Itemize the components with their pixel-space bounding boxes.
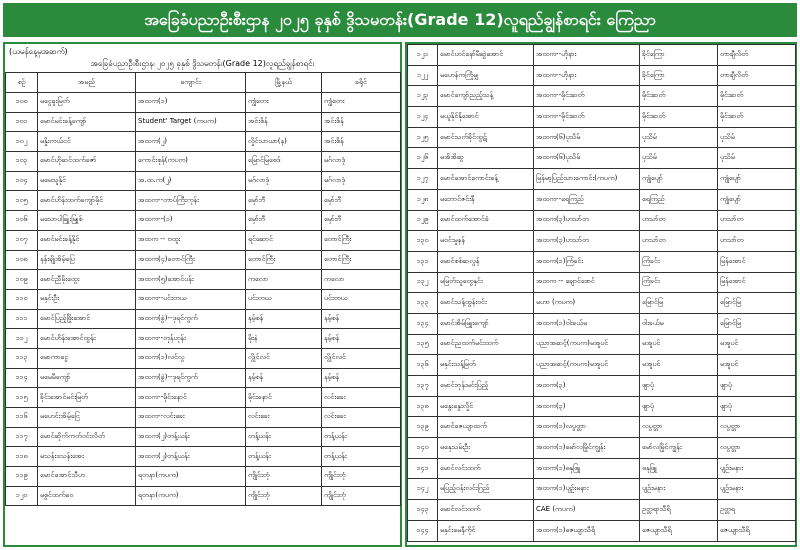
cell-township: ကျွံတေး [246, 93, 322, 113]
cell-number: ၁၂၇ [408, 169, 438, 190]
table-row [408, 313, 796, 334]
cell-name: မနှင်းမေနီကိုင် [438, 520, 534, 541]
table-row [408, 231, 796, 252]
cell-school: အထက(၁)ဓနုဖြူ [534, 458, 640, 479]
cell-township: ရေကြည် [640, 189, 718, 210]
cell-district: မြောင်မြ [718, 313, 796, 334]
cell-township: တန့်ယန်း [246, 447, 322, 467]
cell-number: ၁၁၈ [6, 447, 38, 467]
cell-name: မောင်အိမ်မြူးကျော် [438, 313, 534, 334]
cell-number: ၁၄၀ [408, 438, 438, 459]
cell-name: မပြည့်ဝန်းလင်းဂြည် [438, 479, 534, 500]
cell-district: ကျုံပျော် [718, 169, 796, 190]
table-row [408, 438, 796, 459]
cell-school: အထက(၄)တောင်ကြီး [136, 250, 246, 270]
cell-school: အထက--ရေကြည် [534, 189, 640, 210]
cell-district: ကျုံပျော် [718, 189, 796, 210]
table-row [408, 272, 796, 293]
table-row [6, 467, 401, 487]
header-name: အမည် [38, 73, 136, 93]
cell-school: အထက(၆)ပုသိမ် [534, 148, 640, 169]
left-table [5, 72, 401, 506]
cell-name: မောင်ထက်အောင်ခံ [438, 210, 534, 231]
cell-number: ၁၀၇ [6, 230, 38, 250]
cell-number: ၁၀၅ [6, 191, 38, 211]
cell-name: မောင်ဟိန်းထက်ကျော်မိုင် [38, 191, 136, 211]
cell-name: မသန်းဒသန်းအေး [38, 447, 136, 467]
cell-school: အထက -- ဗထူး [136, 230, 246, 250]
cell-township: ပင်းတယ [246, 289, 322, 309]
cell-district: မြောင်မြ [718, 293, 796, 314]
cell-district: မှော်ဘီ [322, 191, 401, 211]
table-row [408, 65, 796, 86]
list-subtitle: အခြေခံပညာဦးစီးဌာန၊ ၂၀၂၅ ခုနှစ် ဒွိသမတန်း(Grade 12)လူရည်ချွန်စာရင်း [90, 59, 315, 68]
cell-number: ၁၃၃ [408, 293, 438, 314]
cell-number: ၁၀၉ [6, 270, 38, 290]
cell-township: မှော်ဘီ [246, 191, 322, 211]
cell-township: အင်းစိန် [246, 112, 322, 132]
cell-district: ပုသိမ် [718, 127, 796, 148]
cell-name: မောင်ဆိုက်ကတ်ဝင်းလိတ် [38, 427, 136, 447]
cell-township: လွိုင်လင် [246, 348, 322, 368]
cell-school: အထက(၁)ပျဉ်းမနား [534, 479, 640, 500]
cell-number: ၁၂၆ [408, 148, 438, 169]
table-row [408, 417, 796, 438]
cell-district: တာချီလိတ် [718, 45, 796, 66]
cell-number: ၁၀၄ [6, 171, 38, 191]
cell-number: ၁၁၉ [6, 467, 38, 487]
table-row [6, 348, 401, 368]
cell-school: အထက(၆)ပုသိမ် [534, 127, 640, 148]
cell-school: အထက--မိုင်းနောင် [136, 388, 246, 408]
cell-district: နမ့်စန် [322, 368, 401, 388]
cell-name: မောင်ကျော်ညည့်သန့် [438, 86, 534, 107]
cell-district: အင်းစိန် [322, 112, 401, 132]
cell-number: ၁၂၄ [408, 107, 438, 128]
cell-township: တန့်ယန်း [246, 427, 322, 447]
table-row [6, 93, 401, 113]
cell-number: ၁၂၀ [6, 486, 38, 506]
cell-school: အထက(ခွဲ)--ဒုရင်ကွက် [136, 368, 246, 388]
cell-name: မမေမီကျော် [38, 368, 136, 388]
cell-township: ဖျာပုံ [640, 376, 718, 397]
cell-number: ၁၃၀ [408, 231, 438, 252]
cell-school: အထက(၁)လပွတ္တာ [534, 417, 640, 438]
cell-township: ခိုင်ကြော [640, 45, 718, 66]
table-row [6, 152, 401, 172]
cell-school: အထက--လင်းခေး [136, 408, 246, 428]
cell-district: ဖျာပုံ [718, 376, 796, 397]
cell-name: မောင်စစ်ဆလွန် [438, 251, 534, 272]
table-row [6, 289, 401, 309]
announcement-banner: အခြေခံပညာဦးစီးဌာန ၂၀၂၅ ခုနှစ် ဒွိသမတန်း(Grade 12)လူရည်ချွန်စာရင်း ကြေညာ [3, 3, 797, 37]
cell-number: ၁၁၁ [6, 309, 38, 329]
cell-township: မိုင်းဆတ် [640, 86, 718, 107]
cell-district: ကလော [322, 270, 401, 290]
cell-name: မနှင်းဦး [38, 289, 136, 309]
cell-township: ဟသာ်တ [640, 231, 718, 252]
cell-name: မောင်ဟင်နော်မီဆွဲအောင် [438, 45, 534, 66]
table-row [6, 368, 401, 388]
cell-township: လင်းခေး [246, 408, 322, 428]
cell-school: မြန်မာ့ပြည်သားကောင်း(ကပက) [534, 169, 640, 190]
right-panel [405, 42, 797, 547]
cell-name: မောင်ညီမိုးထွေး [38, 270, 136, 290]
cell-district: ကျိုင်းတုံ [322, 467, 401, 487]
continued-note: (ယမန်နေ့မှအဆက်) [9, 47, 68, 56]
cell-number: ၁၄၃ [408, 500, 438, 521]
table-row [6, 408, 401, 428]
cell-number: ၁၃၈ [408, 396, 438, 417]
cell-district: တောင်ကြီး [322, 230, 401, 250]
cell-name: မောင်သက်ခိုင်ထွဋ် [438, 127, 534, 148]
cell-number: ၁၄၁ [408, 458, 438, 479]
cell-number: ၁၁၂ [6, 329, 38, 349]
cell-district: တန့်ယန်း [322, 427, 401, 447]
cell-district: ကျိုင်းတုံ [322, 486, 401, 506]
left-panel [3, 42, 402, 547]
cell-township: ဖျာပုံ [640, 396, 718, 417]
cell-name: မမြတ်သူတွေနှင်း [438, 272, 534, 293]
table-row [408, 355, 796, 376]
cell-name: မောင်အောင်သီဟ [38, 467, 136, 487]
cell-name: မဟေန်ကကြိုမျှ [438, 65, 534, 86]
table-row [408, 396, 796, 417]
cell-township: လပွတ္တာ [640, 417, 718, 438]
cell-school: အထက(၁)ဝါးခယ်မ [534, 313, 640, 334]
cell-school: အထက--ဟိုနား [534, 65, 640, 86]
cell-township: ကျိုင်းတုံ [246, 467, 322, 487]
table-row [408, 86, 796, 107]
cell-school: ရတနာ(ကပက) [136, 486, 246, 506]
cell-district: မအူပင် [718, 355, 796, 376]
cell-number: ၁၂၁ [408, 45, 438, 66]
cell-district: ဥတ္တရ [718, 500, 796, 521]
cell-name: မောင်လင်းထက် [438, 500, 534, 521]
header-number: စဉ် [6, 73, 38, 93]
cell-township: ကြံခင်း [640, 272, 718, 293]
cell-district: မှော်ဘီ [322, 211, 401, 231]
cell-district: ဖျာပုံ [718, 396, 796, 417]
cell-township: ဥတ္တရာသီရိ [640, 500, 718, 521]
cell-number: ၁၃၉ [408, 417, 438, 438]
table-row [408, 251, 796, 272]
cell-school: အထက(၃) [534, 376, 640, 397]
cell-name: မောကာငွေ [38, 348, 136, 368]
cell-number: ၁၂၅ [408, 127, 438, 148]
header-row [6, 73, 401, 93]
table-row [6, 388, 401, 408]
cell-school: အထက(၃) [534, 396, 640, 417]
cell-name: မငွေခူးမြတ် [38, 93, 136, 113]
cell-township: မြောင်မြ [640, 293, 718, 314]
table-row [408, 169, 796, 190]
cell-township: ကျိုင်းတုံ [246, 486, 322, 506]
cell-district: မအူပင် [718, 334, 796, 355]
cell-township: လှိုင်သာယာ(န) [246, 132, 322, 152]
cell-district: ပင်းတယ [322, 289, 401, 309]
table-row [6, 309, 401, 329]
cell-school: CAE (ကပက) [534, 500, 640, 521]
cell-name: မဘောင်ဇင်းနီ [438, 189, 534, 210]
cell-township: ကြံခင်း [640, 251, 718, 272]
table-row [6, 191, 401, 211]
cell-district: လင်းခေး [322, 388, 401, 408]
cell-number: ၁၃၆ [408, 355, 438, 376]
cell-district: ကျွံတေး [322, 93, 401, 113]
cell-number: ၁၃၇ [408, 376, 438, 397]
cell-district: မြန်အောင် [718, 272, 796, 293]
table-row [408, 479, 796, 500]
cell-school: အထက--ပင်းတယ [136, 289, 246, 309]
cell-school: အထက -- ချောင်ဒောင် [534, 272, 640, 293]
cell-number: ၁၂၃ [408, 86, 438, 107]
table-row [408, 334, 796, 355]
table-row [6, 230, 401, 250]
cell-township: ပျဉ်းမနား [640, 479, 718, 500]
cell-school: အ.ထ.က(၂) [136, 171, 246, 191]
cell-number: ၁၄၂ [408, 479, 438, 500]
table-row [408, 458, 796, 479]
cell-district: ဇေယျာသီရိ [718, 520, 796, 541]
cell-name: မောင်ဇေယျာထက် [438, 417, 534, 438]
cell-name: မနွေးနွေးလှိုင် [438, 396, 534, 417]
cell-school: မဟာ (ကပက) [534, 293, 640, 314]
cell-township: ဓနုဖြူ [640, 458, 718, 479]
cell-township: နမ့်စန် [246, 309, 322, 329]
table-row [408, 45, 796, 66]
cell-name: မောင်ဟိန်းအောင်ထွန်း [38, 329, 136, 349]
cell-name: မောင်မင်းခန့်နိုင် [38, 230, 136, 250]
cell-school: အထက(၂) [136, 132, 246, 152]
cell-name: မောင်ဟိုဆင်ထက်ဇော် [38, 152, 136, 172]
cell-township: ဝါးခယ်မ [640, 313, 718, 334]
cell-number: ၁၄၄ [408, 520, 438, 541]
cell-school: အထက(၁)မော်လမြိုင်ကျွန်း [534, 438, 640, 459]
header-school: ကျောင်း [136, 73, 246, 93]
cell-name: မောင်ညထက်မင်းထက် [438, 334, 534, 355]
cell-number: ၁၀၁ [6, 112, 38, 132]
cell-name: ခိုင်းအောင်မင်းမြတ် [38, 388, 136, 408]
cell-number: ၁၀၂ [6, 132, 38, 152]
cell-school: အထက(၁)ကြံခင်း [534, 251, 640, 272]
cell-school: ရတနာ(ကပက) [136, 467, 246, 487]
cell-name: မောင်ဘုန်းမင်းပြည့် [438, 376, 534, 397]
table-row [6, 211, 401, 231]
cell-district: နမ့်စန် [322, 309, 401, 329]
cell-school: အထက--မိုင်းဆတ် [534, 107, 640, 128]
cell-number: ၁၁၄ [6, 368, 38, 388]
cell-township: ကလော [246, 270, 322, 290]
cell-number: ၁၀၆ [6, 211, 38, 231]
cell-school: အထက(ခွဲ)--ဒုရင်ကွက် [136, 309, 246, 329]
cell-school: ပညာအဆင့်(ကပက)မအူပင် [534, 334, 640, 355]
table-row [6, 270, 401, 290]
header-district: ခရိုင် [322, 73, 401, 93]
cell-district: ဟသာ်တ [718, 210, 796, 231]
cell-name: မနှေသမ်းဦး [438, 438, 534, 459]
cell-number: ၁၂၉ [408, 210, 438, 231]
table-row [408, 107, 796, 128]
cell-number: ၁၁၀ [6, 289, 38, 309]
cell-district: လင်းခေး [322, 408, 401, 428]
cell-district: မိုင်းဆတ် [718, 107, 796, 128]
cell-name: မယူနိုင်နိုအောင် [438, 107, 534, 128]
table-row [408, 210, 796, 231]
cell-district: ပျဉ်းမနား [718, 458, 796, 479]
cell-township: မအူပင် [640, 355, 718, 376]
cell-township: နမ့်စန် [246, 368, 322, 388]
cell-number: ၁၃၅ [408, 334, 438, 355]
cell-district: ပျဉ်းမနား [718, 479, 796, 500]
table-row [408, 127, 796, 148]
cell-name: မောင်လင်းထက် [438, 458, 534, 479]
cell-number: ၁၃၁ [408, 251, 438, 272]
cell-township: မြောင်မြစေဒ် [246, 152, 322, 172]
cell-township: မိုင်းနောင် [246, 388, 322, 408]
cell-name: မနှင်းသန့်မြတ် [438, 355, 534, 376]
right-table [407, 44, 796, 542]
cell-school: အထက(၁)ဇေယျာသီရိ [534, 520, 640, 541]
cell-number: ၁၀၃ [6, 152, 38, 172]
cell-township: မှော်ဘီ [246, 211, 322, 231]
cell-number: ၁၂၈ [408, 189, 438, 210]
cell-name: မောင်ပြည့်ဖြိုးအောင် [38, 309, 136, 329]
cell-name: မစွင်ထက်ဝေ [38, 486, 136, 506]
cell-school: အထက--(၁) [136, 211, 246, 231]
cell-school: အထက--မိုင်းဆတ် [534, 86, 640, 107]
table-row [6, 171, 401, 191]
cell-district: လပွတ္တာ [718, 417, 796, 438]
cell-township: ပုသိမ် [640, 127, 718, 148]
cell-district: တာချီလိတ် [718, 65, 796, 86]
cell-school: အထက--ဟိုနား [534, 45, 640, 66]
cell-school: ကောင်းစုန်(ကပက) [136, 152, 246, 172]
cell-district: တန့်ယန်း [322, 447, 401, 467]
cell-number: ၁၁၆ [6, 408, 38, 428]
cell-name: မောင်သန့်ထွန်းဝင်း [438, 293, 534, 314]
cell-township: ကျုံပျော် [640, 169, 718, 190]
table-row [6, 132, 401, 152]
cell-number: ၁၂၂ [408, 65, 438, 86]
cell-township: ဇေယျာသီရိ [640, 520, 718, 541]
header-township: မြို့နယ် [246, 73, 322, 93]
cell-number: ၁၃၂ [408, 272, 438, 293]
cell-name: မဟေင်းအိမ့်ငြေ [38, 408, 136, 428]
cell-district: မိုင်းဆတ် [718, 86, 796, 107]
cell-number: ၁၁၅ [6, 388, 38, 408]
table-row [6, 427, 401, 447]
cell-name: မောင်မင်းခန့်ကျော် [38, 112, 136, 132]
table-row [6, 447, 401, 467]
cell-district: အင်းစိန် [322, 132, 401, 152]
cell-school: Student' Target (ကပက) [136, 112, 246, 132]
cell-township: မိုင်းဆတ် [640, 107, 718, 128]
cell-district: ဟသာ်တ [718, 231, 796, 252]
table-row [408, 189, 796, 210]
cell-school: ပညာအဆင့်(ကပက)မအူပင် [534, 355, 640, 376]
cell-school: အထက(၁) [136, 93, 246, 113]
cell-number: ၁၃၄ [408, 313, 438, 334]
cell-school: အထက--တုန်ဟုန်း [136, 329, 246, 349]
cell-name: မအိအိဆွ [438, 148, 534, 169]
cell-school: အထက(၂)တန့်ယန်း [136, 427, 246, 447]
table-row [6, 112, 401, 132]
cell-district: နမ့်စန် [322, 329, 401, 349]
cell-township: ရင်ဆောင် [246, 230, 322, 250]
table-row [408, 293, 796, 314]
cell-name: မနှိုးကယ်ငင် [38, 132, 136, 152]
table-row [6, 486, 401, 506]
table-row [408, 520, 796, 541]
cell-name: မောင်အောင်ကောင်းခန့် [438, 169, 534, 190]
table-row [408, 500, 796, 521]
cell-number: ၁၀၈ [6, 250, 38, 270]
cell-township: ပုသိမ် [640, 148, 718, 169]
cell-name: မမေသူနိုင် [38, 171, 136, 191]
table-row [408, 148, 796, 169]
cell-township: တောင်ကြီး [246, 250, 322, 270]
cell-number: ၁၀၀ [6, 93, 38, 113]
cell-district: တောင်ကြီး [322, 250, 401, 270]
cell-township: မအူပင် [640, 334, 718, 355]
cell-number: ၁၁၃ [6, 348, 38, 368]
cell-school: အထက(၁)လင်လွ [136, 348, 246, 368]
cell-name: မသောပါခြူးမြူစ် [38, 211, 136, 231]
cell-school: အထက--တာပ်ကြီးကုန်း [136, 191, 246, 211]
cell-district: မဂ်လာဒုံ [322, 171, 401, 191]
cell-township: ဟသာ်တ [640, 210, 718, 231]
cell-school: အထက(၃)ဟသာ်တ [534, 210, 640, 231]
cell-district: မဂ်လာဒုံ [322, 152, 401, 172]
cell-township: ခိုင်ကြော [640, 65, 718, 86]
cell-district: မြန်အောင် [718, 251, 796, 272]
cell-township: မော်လမြိုင်ကျွန်း [640, 438, 718, 459]
table-row [6, 329, 401, 349]
cell-name: နန်းချိုအိမ့်ပြေ [38, 250, 136, 270]
cell-township: မဂ်လာဒုံ [246, 171, 322, 191]
cell-school: အထက(၅)အောင်ပန်း [136, 270, 246, 290]
cell-district: လပွတ္တာ [718, 438, 796, 459]
cell-school: အထက(၂)တန့်ယန်း [136, 447, 246, 467]
cell-number: ၁၁၇ [6, 427, 38, 447]
table-row [6, 250, 401, 270]
table-row [408, 376, 796, 397]
cell-township: မိုးနဲ [246, 329, 322, 349]
cell-district: ပုသိမ် [718, 148, 796, 169]
cell-name: မဝင်းမှုနန် [438, 231, 534, 252]
cell-school: အထက(၃)ဟသာ်တ [534, 231, 640, 252]
cell-district: လွိုင်လင် [322, 348, 401, 368]
